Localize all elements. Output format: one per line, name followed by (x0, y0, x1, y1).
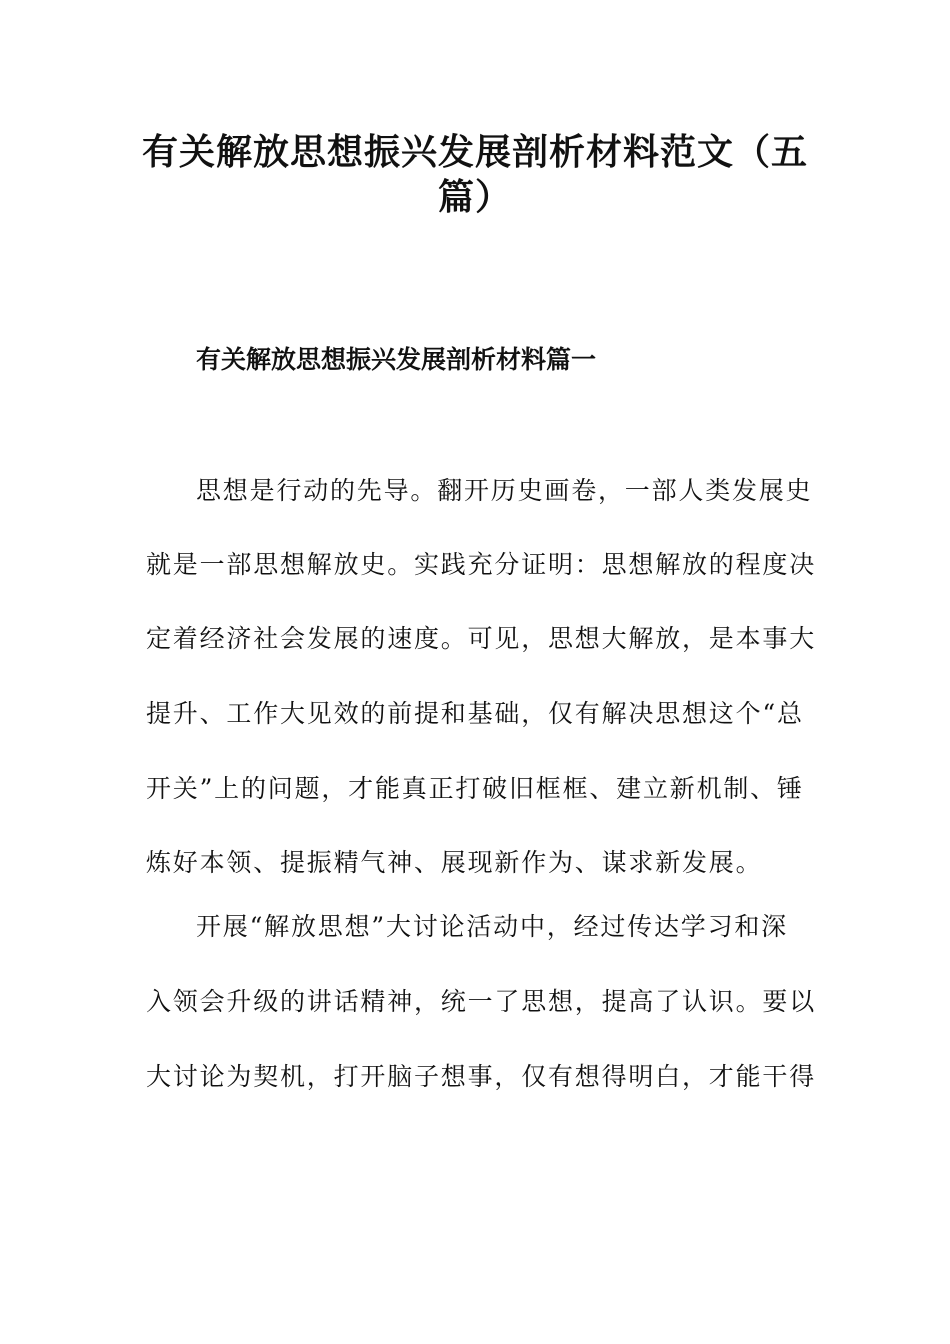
paragraph-1-line-5: 开关”上的问题，才能真正打破旧框框、建立新机制、锤 (146, 774, 804, 803)
document-title-line-1: 有关解放思想振兴发展剖析材料范文（五 (141, 132, 808, 173)
document-title-line-2: 篇） (437, 177, 512, 218)
paragraph-1-line-6: 炼好本领、提振精气神、展现新作为、谋求新发展。 (146, 848, 763, 877)
paragraph-1-line-3: 定着经济社会发展的速度。可见，思想大解放，是本事大 (146, 624, 817, 653)
section-heading: 有关解放思想振兴发展剖析材料篇一 (196, 345, 597, 374)
paragraph-1-line-2: 就是一部思想解放史。实践充分证明：思想解放的程度决 (146, 550, 817, 579)
paragraph-2-line-2: 入领会升级的讲话精神，统一了思想，提高了认识。要以 (146, 987, 817, 1016)
paragraph-1-line-4: 提升、工作大见效的前提和基础，仅有解决思想这个“总 (146, 699, 804, 728)
paragraph-1-line-1: 思想是行动的先导。翻开历史画卷，一部人类发展史 (196, 476, 813, 505)
paragraph-2-line-1: 开展“解放思想”大讨论活动中，经过传达学习和深 (196, 912, 788, 941)
paragraph-2-line-3: 大讨论为契机，打开脑子想事，仅有想得明白，才能干得 (146, 1062, 817, 1091)
